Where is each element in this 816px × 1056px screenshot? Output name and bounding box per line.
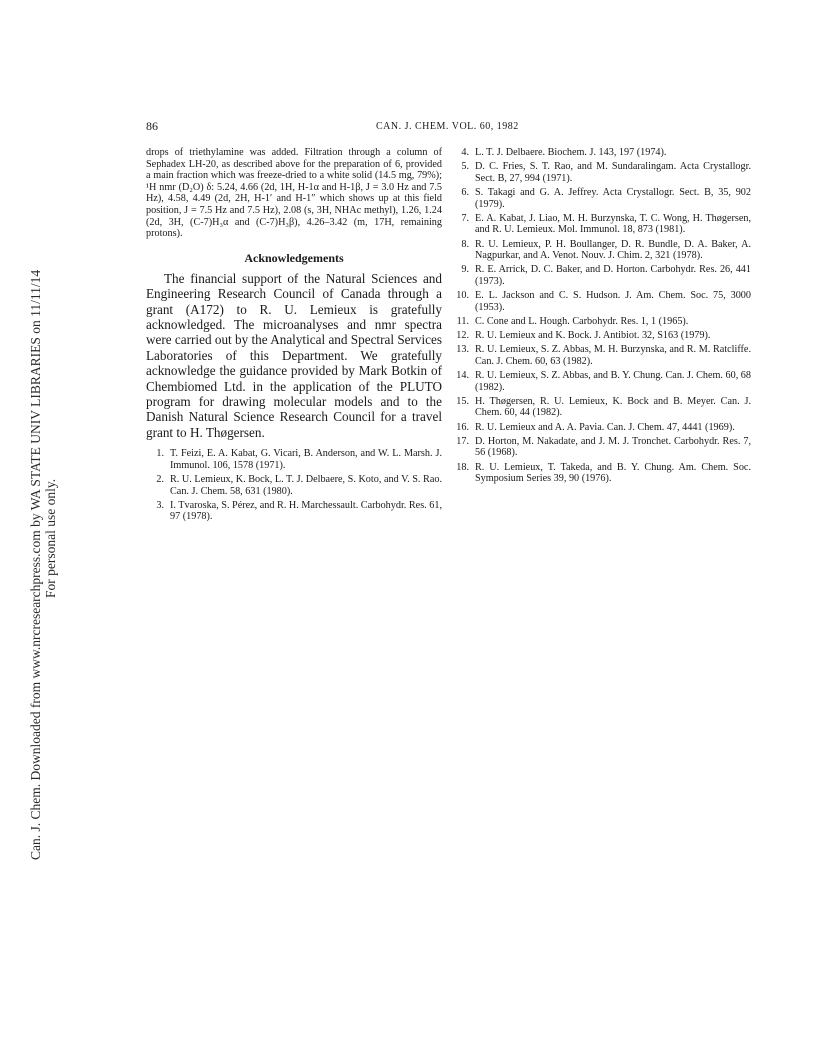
reference-text: R. U. Lemieux, P. H. Boullanger, D. R. Bundle, D. A. Baker, A. Nagpurkar, and A. Venot. Nouv. J. Chim. 2, 321 (1978). <box>475 238 751 262</box>
reference-text: R. U. Lemieux, K. Bock, L. T. J. Delbaere, S. Koto, and V. S. Rao. Can. J. Chem. 58, 631 (1980). <box>170 474 442 497</box>
reference-text: R. E. Arrick, D. C. Baker, and D. Horton. Carbohydr. Res. 26, 441 (1973). <box>475 264 751 287</box>
reference-list-right <box>451 147 751 485</box>
reference-item <box>451 344 751 367</box>
reference-item <box>146 448 442 471</box>
reference-text: C. Cone and L. Hough. Carbohydr. Res. 1, 1 (1965). <box>475 315 689 327</box>
reference-item <box>451 239 751 262</box>
reference-number: 14. <box>456 370 469 382</box>
reference-item <box>451 396 751 419</box>
watermark-text <box>28 160 58 860</box>
experimental-paragraph: drops of triethylamine was added. Filtration through a column of Sephadex LH-20, as described above for the preparation of 6, provided a main fraction which was freeze-dried to a white solid (14.5 mg, 79%); ¹H nmr (D₂O) δ: 5.24, 4.66 (2d, 1H, H-1α and H-1β, J = 3.0 Hz and 7.5 Hz), 4.58, 4.49 (2d, 2H, H-1′ and H-1″ which shows up at this field position, J = 7.5 Hz and 7.5 Hz), 2.08 (s, 3H, NHAc methyl), 1.26, 1.24 (2d, 3H, (C-7)H₃α and (C-7)H₃β), 4.26–3.42 (m, 17H, remaining protons). <box>146 147 442 240</box>
reference-item <box>451 187 751 210</box>
reference-text: R. U. Lemieux and A. A. Pavia. Can. J. Chem. 47, 4441 (1969). <box>475 421 735 433</box>
reference-number: 15. <box>456 395 469 407</box>
reference-item <box>451 264 751 287</box>
reference-text: H. Thøgersen, R. U. Lemieux, K. Bock and B. Meyer. Can. J. Chem. 60, 44 (1982). <box>475 395 751 419</box>
reference-text: I. Tvaroska, S. Pérez, and R. H. Marchessault. Carbohydr. Res. 61, 97 (1978). <box>170 499 442 523</box>
left-column <box>146 147 442 526</box>
reference-list-left <box>146 448 442 523</box>
reference-item <box>451 161 751 184</box>
reference-number: 6. <box>461 186 469 198</box>
reference-number: 2. <box>156 474 164 485</box>
reference-item <box>451 316 751 328</box>
reference-number: 13. <box>456 344 469 356</box>
reference-number: 9. <box>461 264 469 276</box>
reference-item <box>451 462 751 485</box>
reference-number: 12. <box>456 330 469 342</box>
reference-text: D. Horton, M. Nakadate, and J. M. J. Tronchet. Carbohydr. Res. 7, 56 (1968). <box>475 435 751 459</box>
reference-number: 1. <box>156 448 164 460</box>
reference-item <box>146 474 442 497</box>
watermark-line-2: For personal use only. <box>43 478 58 598</box>
reference-text: T. Feizi, E. A. Kabat, G. Vicari, B. Anderson, and W. L. Marsh. J. Immunol. 106, 1578 (1971). <box>170 448 442 471</box>
watermark-line-1: Can. J. Chem. Downloaded from www.nrcresearchpress.com by WA STATE UNIV LIBRARIES on 11/11/14 <box>28 269 43 860</box>
reference-item <box>451 436 751 459</box>
reference-item <box>451 370 751 393</box>
reference-number: 18. <box>456 461 469 473</box>
reference-item <box>451 330 751 342</box>
acknowledgements-text: The financial support of the Natural Sciences and Engineering Research Council of Canada through a grant (A172) to R. U. Lemieux is gratefully acknowledged. The microanalyses and nmr spectra were carried out by the Analytical and Spectral Services Laboratories of this Department. We gratefully acknowledge the guidance provided by Mark Botkin of Chembiomed Ltd. in the application of the PLUTO program for drawing molecular models and to the Danish Natural Science Research Council for a travel grant to H. Thøgersen. <box>146 270 442 440</box>
acknowledgements-heading: Acknowledgements <box>244 250 344 265</box>
reference-number: 10. <box>456 290 469 302</box>
reference-item <box>451 213 751 236</box>
reference-text: R. U. Lemieux, T. Takeda, and B. Y. Chung. Am. Chem. Soc. Symposium Series 39, 90 (1976). <box>475 461 751 485</box>
right-column <box>451 147 751 487</box>
reference-text: E. L. Jackson and C. S. Hudson. J. Am. Chem. Soc. 75, 3000 (1953). <box>475 290 751 313</box>
reference-text: D. C. Fries, S. T. Rao, and M. Sundaralingam. Acta Crystallogr. Sect. B, 27, 994 (1971). <box>475 161 751 184</box>
reference-number: 4. <box>461 147 469 158</box>
reference-number: 7. <box>461 212 469 224</box>
reference-item <box>451 422 751 434</box>
reference-number: 17. <box>456 435 469 447</box>
reference-text: S. Takagi and G. A. Jeffrey. Acta Crystallogr. Sect. B, 35, 902 (1979). <box>475 186 751 210</box>
reference-item <box>451 290 751 313</box>
reference-text: R. U. Lemieux and K. Bock. J. Antibiot. 32, S163 (1979). <box>475 330 711 342</box>
reference-number: 11. <box>456 315 469 327</box>
reference-number: 8. <box>461 238 469 250</box>
reference-text: E. A. Kabat, J. Liao, M. H. Burzynska, T. C. Wong, H. Thøgersen, and R. U. Lemieux. Mol. Immunol. 18, 873 (1981). <box>475 212 751 236</box>
reference-number: 3. <box>156 499 164 511</box>
page-number: 86 <box>146 119 158 133</box>
reference-number: 16. <box>456 421 469 433</box>
reference-text: L. T. J. Delbaere. Biochem. J. 143, 197 (1974). <box>475 147 667 158</box>
reference-text: R. U. Lemieux, S. Z. Abbas, M. H. Burzynska, and R. M. Ratcliffe. Can. J. Chem. 60, 63 (1982). <box>475 344 751 367</box>
reference-text: R. U. Lemieux, S. Z. Abbas, and B. Y. Chung. Can. J. Chem. 60, 68 (1982). <box>475 370 751 393</box>
reference-item <box>451 147 751 159</box>
reference-number: 5. <box>461 161 469 173</box>
download-watermark <box>0 0 58 1056</box>
running-head: CAN. J. CHEM. VOL. 60, 1982 <box>376 121 519 132</box>
reference-item <box>146 500 442 523</box>
